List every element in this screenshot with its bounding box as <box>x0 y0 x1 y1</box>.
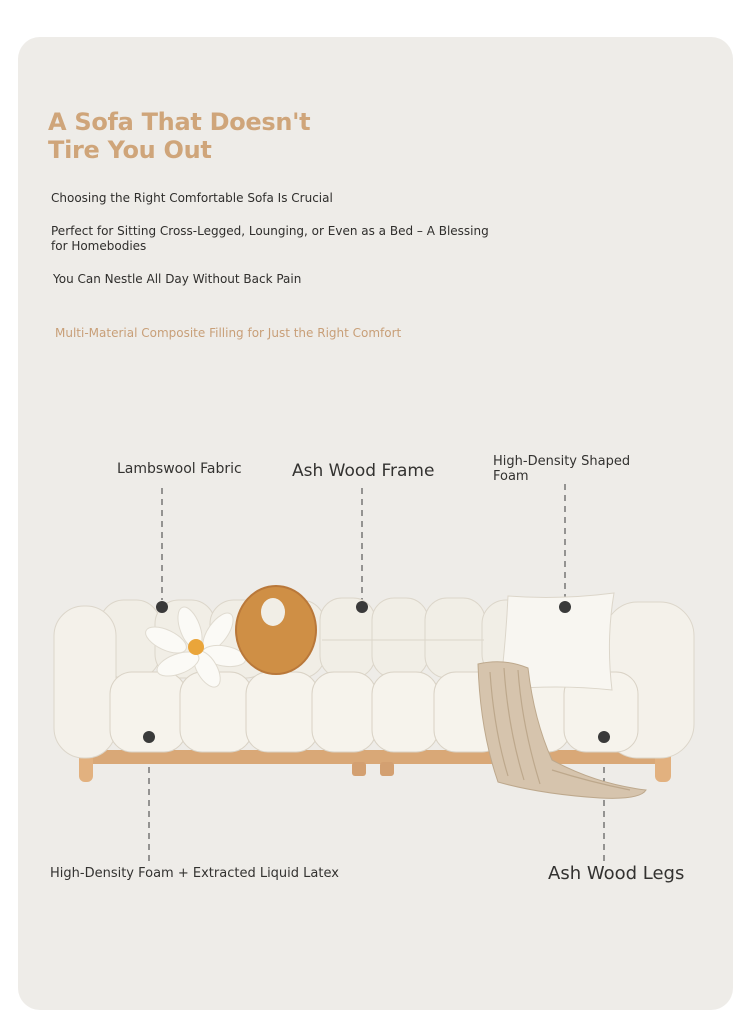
page-title: A Sofa That Doesn't Tire You Out <box>48 108 311 164</box>
filling-subtitle: Multi-Material Composite Filling for Just the Right Comfort <box>55 326 402 340</box>
left-arm <box>54 606 116 758</box>
wood-base <box>88 750 668 764</box>
ring-pillow <box>236 586 316 674</box>
feature-point-3: You Can Nestle All Day Without Back Pain <box>53 272 302 286</box>
wood-leg-center-2 <box>380 762 394 776</box>
callout-shaped-foam: High-Density Shaped Foam <box>493 454 631 484</box>
feature-point-2: Perfect for Sitting Cross-Legged, Lounging, or Even as a Bed – A Blessing for Homebodies <box>51 224 489 253</box>
callout-lambswool-fabric: Lambswool Fabric <box>117 461 242 477</box>
feature-point-1: Choosing the Right Comfortable Sofa Is Crucial <box>51 191 333 205</box>
callout-foam-latex: High-Density Foam + Extracted Liquid Latex <box>50 866 339 881</box>
wood-leg-center-1 <box>352 762 366 776</box>
callout-ash-wood-frame: Ash Wood Frame <box>292 461 435 481</box>
callout-ash-wood-legs: Ash Wood Legs <box>548 863 685 884</box>
